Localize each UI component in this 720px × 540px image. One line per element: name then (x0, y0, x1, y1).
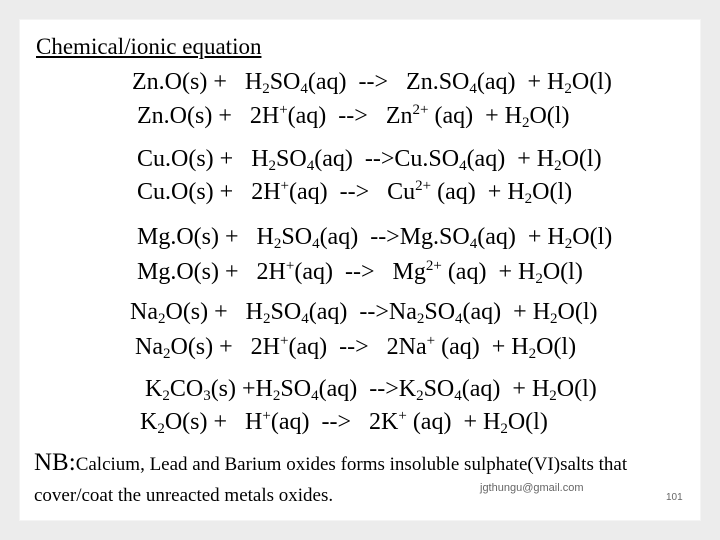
page-number: 101 (666, 492, 683, 503)
equation-cuo-molecular: $Cu.O(s) + H_2SO_4(aq) -->Cu.SO_4(aq) + H_2O(l)$ (137, 146, 602, 174)
equation-cuo-ionic: Cu.O(s) + 2H+(aq) --> $Cu^{2+}$ $(aq) + H_2O(l)$ (137, 178, 573, 207)
slide (20, 20, 700, 520)
note-text: Calcium, Lead and Barium oxides forms insoluble sulphate(VI)salts that cover/coat the unreacted metals oxides. (34, 454, 628, 506)
equation-mgo-ionic: Mg.O(s) + 2H+(aq) --> $Mg^{2+}$ $(aq) + H_2O(l)$ (137, 258, 583, 287)
equation-zno-ionic: Zn.O(s) + 2H+(aq) --> $Zn^{2+}$ $(aq) + H_2O(l)$ (137, 102, 570, 131)
equation-mgo-molecular: $Mg.O(s) + H_2SO_4(aq) -->Mg.SO_4(aq) + H_2O(l)$ (137, 224, 613, 252)
equation-k2o-ionic: $K_2O(s) + H^+(aq)$ --> 2K+ $(aq) + H_2O(l)$ (140, 408, 548, 437)
note-paragraph (34, 448, 684, 512)
equation-na2o-molecular: $Na_2O(s) + H_2SO_4(aq) -->Na_2SO_4(aq) + H_2O(l)$ (130, 299, 598, 327)
slide-heading: Chemical/ionic equation (36, 34, 262, 59)
equation-zno-molecular: $Zn.O(s) + H_2SO_4(aq)$ --> $Zn.SO_4(aq) + H_2O(l)$ (132, 69, 612, 97)
equation-na2o-ionic: $Na_2O(s) + 2H^+(aq)$ --> 2Na+ $(aq) + H_2O(l)$ (135, 333, 577, 362)
footer-email: jgthungu@gmail.com (480, 482, 584, 494)
equation-k2co3-molecular: $K_2CO_3(s) +H_2SO_4(aq) -->K_2SO_4(aq) + H_2O(l)$ (145, 376, 597, 404)
note-label: NB: (34, 449, 76, 476)
